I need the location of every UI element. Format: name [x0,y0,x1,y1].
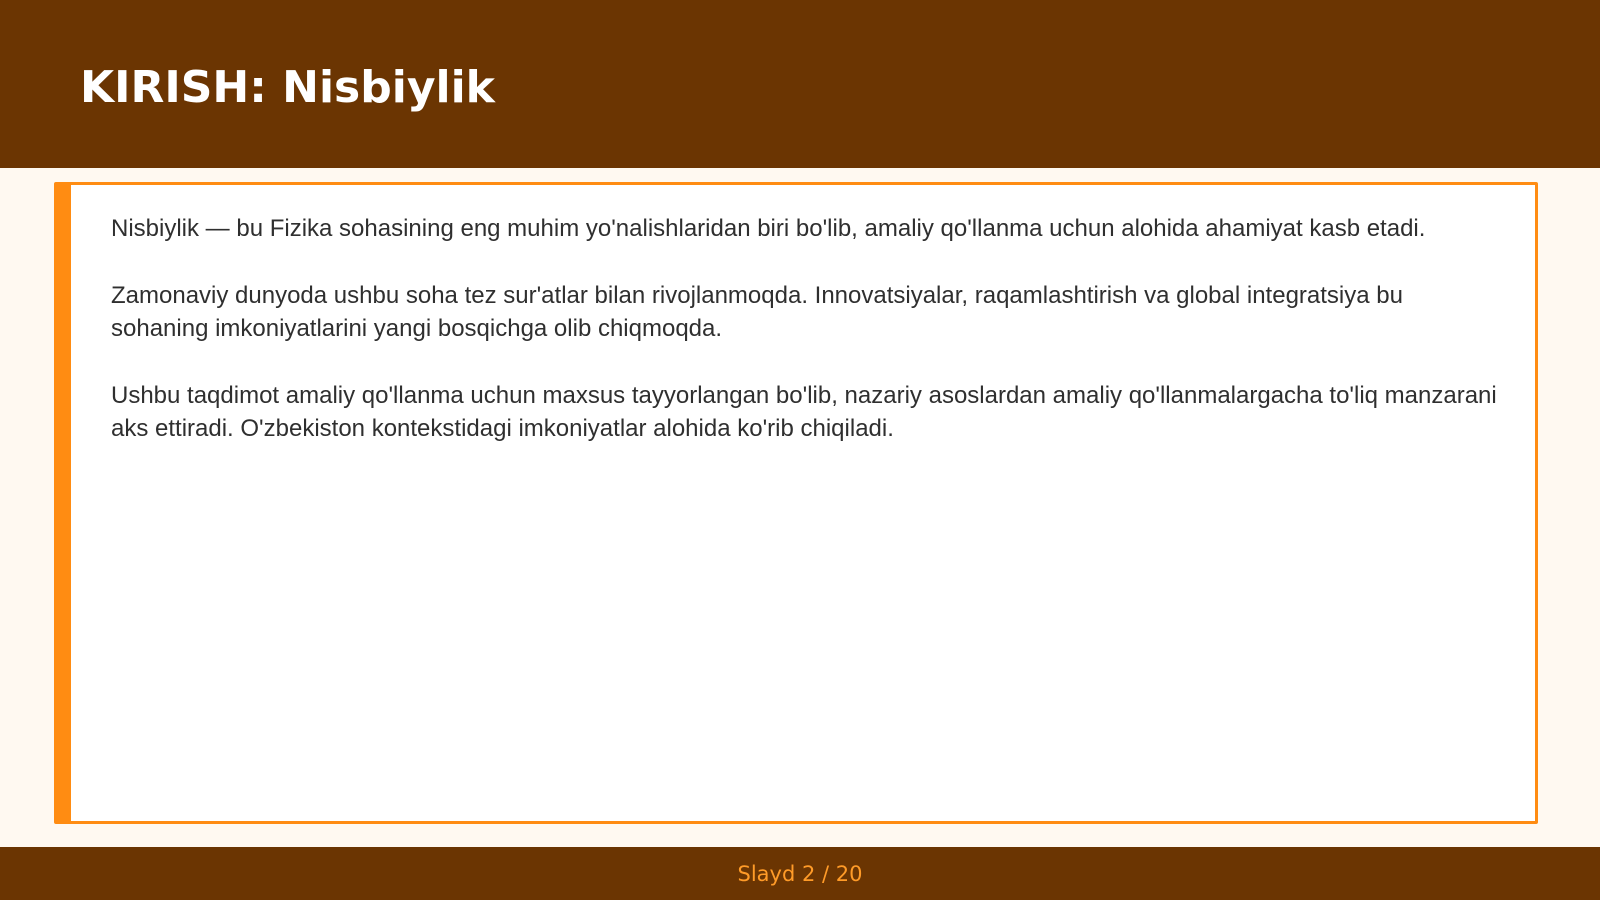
content-text [111,212,1506,479]
content-card [54,182,1538,824]
slide-header [0,0,1600,168]
slide-footer [0,847,1600,900]
intro-paragraph: Nisbiylik — bu Fizika sohasining eng muhim yo'nalishlaridan biri bo'lib, amaliy qo'llanma uchun alohida ahamiyat kasb etadi. [111,215,1426,242]
presentation-purpose-paragraph: Ushbu taqdimot amaliy qo'llanma uchun maxsus tayyorlangan bo'lib, nazariy asoslardan amaliy qo'llanmalargacha to'liq manzarani aks ettiradi. O'zbekiston kontekstidagi imkoniyatlar alohida ko'rib chiqiladi. [111,382,1497,442]
modern-world-paragraph: Zamonaviy dunyoda ushbu soha tez sur'atlar bilan rivojlanmoqda. Innovatsiyalar, raqamlashtirish va global integratsiya bu sohaning imkoniyatlarini yangi bosqichga olib chiqmoqda. [111,282,1403,342]
slide-counter: Slayd 2 / 20 [737,862,863,886]
slide-title: KIRISH: Nisbiylik [80,62,495,113]
